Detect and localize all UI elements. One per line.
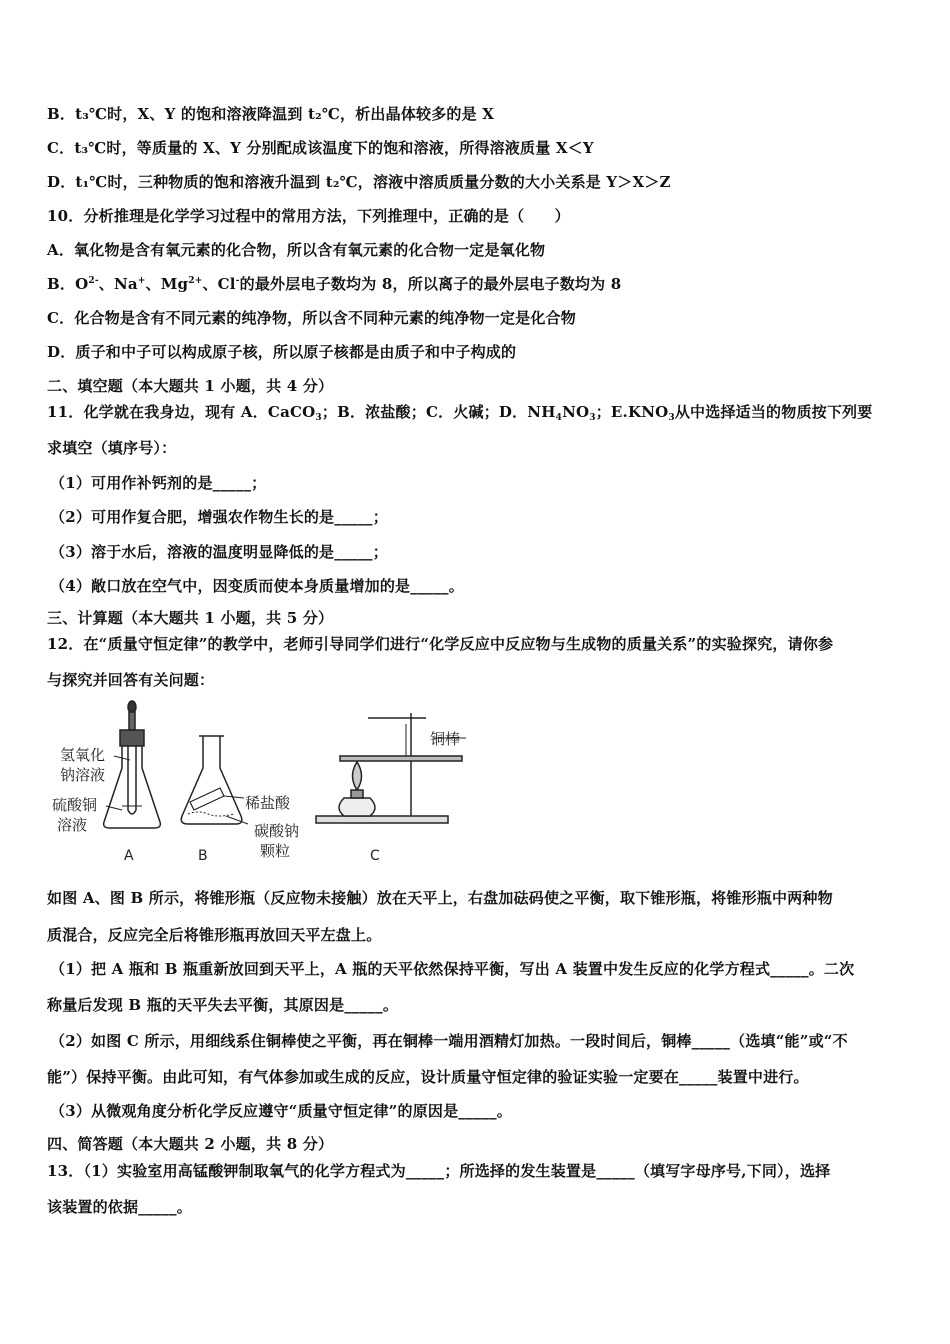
q11-stem-2: ；B．浓盐酸；C．火碱；D．NH [321,403,556,421]
dropper-bulb [128,701,136,713]
q10-b-o-charge: 2- [88,276,99,286]
q10-b-na-charge: + [137,276,146,286]
q10-option-c: C．化合物是含有不同元素的纯净物，所以含不同种元素的纯净物一定是化合物 [47,309,576,327]
q11-stem-4: ；E.KNO [595,403,669,421]
q11-part-1: （1）可用作补钙剂的是_____； [50,474,267,492]
q9-option-b: B．t₃℃时，X、Y 的饱和溶液降温到 t₂℃，析出晶体较多的是 X [47,105,495,123]
section-3-heading: 三、计算题（本大题共 1 小题，共 5 分） [47,609,334,627]
label-na2co3-2: 颗粒 [260,842,291,860]
apparatus-a [104,701,161,828]
q11-stem-line2: 求填空（填序号）： [47,439,177,457]
q10-option-d: D．质子和中子可以构成原子核，所以原子核都是由质子和中子构成的 [47,343,517,361]
q13-line1: 13．（1）实验室用高锰酸钾制取氧气的化学方程式为_____；所选择的发生装置是_____（填写字母序号,下同），选择 [47,1162,831,1180]
q11-sub-3: 3 [589,413,596,423]
q11-stem-3: NO [562,403,590,421]
q10-b-mg-charge: 2+ [188,276,203,286]
label-cu-rod: 铜棒 [430,730,461,748]
flask-b [181,736,242,824]
section-4-heading: 四、简答题（本大题共 2 小题，共 8 分） [47,1135,334,1153]
q9-option-d: D．t₁℃时，三种物质的饱和溶液升温到 t₂℃，溶液中溶质质量分数的大小关系是 Y＞X＞Z [47,173,671,191]
q11-stem-1: 11．化学就在我身边，现有 A．CaCO [47,403,316,421]
apparatus-b [181,736,248,824]
q11-stem-5: 从中选择适当的物质按下列要 [674,403,873,421]
q12-desc-line2: 质混合，反应完全后将锥形瓶再放回天平左盘上。 [47,926,382,944]
q10-b-cl: 、Cl [202,275,236,293]
stand-base [316,816,448,823]
q10-option-a: A．氧化物是含有氧元素的化合物，所以含有氧元素的化合物一定是氧化物 [47,241,546,259]
q11-part-3: （3）溶于水后，溶液的温度明显降低的是_____； [50,543,388,561]
q10-b-cl-charge: - [235,276,240,286]
q11-sub-2: 4 [555,413,563,423]
q11-sub-4: 3 [668,413,675,423]
q12-part-1-line1: （1）把 A 瓶和 B 瓶重新放回到天平上，A 瓶的天平依然保持平衡，写出 A 装置中发生反应的化学方程式_____。二次 [50,960,855,978]
label-cuso4-1: 硫酸铜 [52,796,98,814]
q10-b-prefix: B．O [47,275,89,293]
q10-stem: 10．分析推理是化学学习过程中的常用方法，下列推理中，正确的是（ ） [47,207,570,225]
q12-stem-line1: 12．在“质量守恒定律”的教学中，老师引导同学们进行“化学反应中反应物与生成物的质量关系”的实验探究，请你参 [47,635,834,653]
q11-stem [47,401,872,423]
caption-c: C [370,848,380,864]
q12-part-2-line1: （2）如图 C 所示，用细线系住铜棒使之平衡，再在铜棒一端用酒精灯加热。一段时间后，铜棒_____（选填“能”或“不 [50,1032,848,1050]
label-na2co3-1: 碳酸钠 [254,822,300,840]
q11-sub-1: 3 [315,413,322,423]
label-hcl: 稀盐酸 [245,794,291,812]
label-cuso4-2: 溶液 [57,816,88,834]
q9-option-c: C．t₃℃时，等质量的 X、Y 分别配成该温度下的饱和溶液，所得溶液质量 X＜Y [47,139,594,157]
alcohol-lamp [339,798,375,816]
q10-b-na: 、Na [98,275,138,293]
caption-b: B [198,848,208,864]
label-naoh-2: 钠溶液 [60,766,106,784]
flask-a [104,746,161,828]
q10-option-b [47,273,621,294]
label-naoh-1: 氢氧化 [60,746,106,764]
q12-stem-line2: 与探究并回答有关问题： [47,671,215,689]
q12-part-2-line2: 能”）保持平衡。由此可知，有气体参加或生成的反应，设计质量守恒定律的验证实验一定要在_____装置中进行。 [47,1068,809,1086]
section-2-heading: 二、填空题（本大题共 1 小题，共 4 分） [47,377,334,395]
dropper-stem [129,712,135,730]
q11-part-2: （2）可用作复合肥，增强农作物生长的是_____； [50,508,388,526]
q12-desc-line1: 如图 A、图 B 所示，将锥形瓶（反应物未接触）放在天平上，右盘加砝码使之平衡，取下锥形瓶，将锥形瓶中两种物 [47,889,833,907]
test-tube [128,746,136,814]
caption-a: A [124,848,134,864]
q12-part-3: （3）从微观角度分析化学反应遵守“质量守恒定律”的原因是_____。 [50,1102,512,1120]
q12-part-1-line2: 称量后发现 B 瓶的天平失去平衡，其原因是_____。 [47,996,399,1014]
q10-b-mg: 、Mg [145,275,189,293]
stopper-a [120,730,144,746]
copper-rod [340,756,462,761]
inner-tube-b [190,788,224,810]
q10-b-rest: 的最外层电子数均为 8，所以离子的最外层电子数均为 8 [239,275,622,293]
q13-line2: 该装置的依据_____。 [47,1198,192,1216]
flame [353,762,362,790]
q11-part-4: （4）敞口放在空气中，因变质而使本身质量增加的是_____。 [50,577,464,595]
